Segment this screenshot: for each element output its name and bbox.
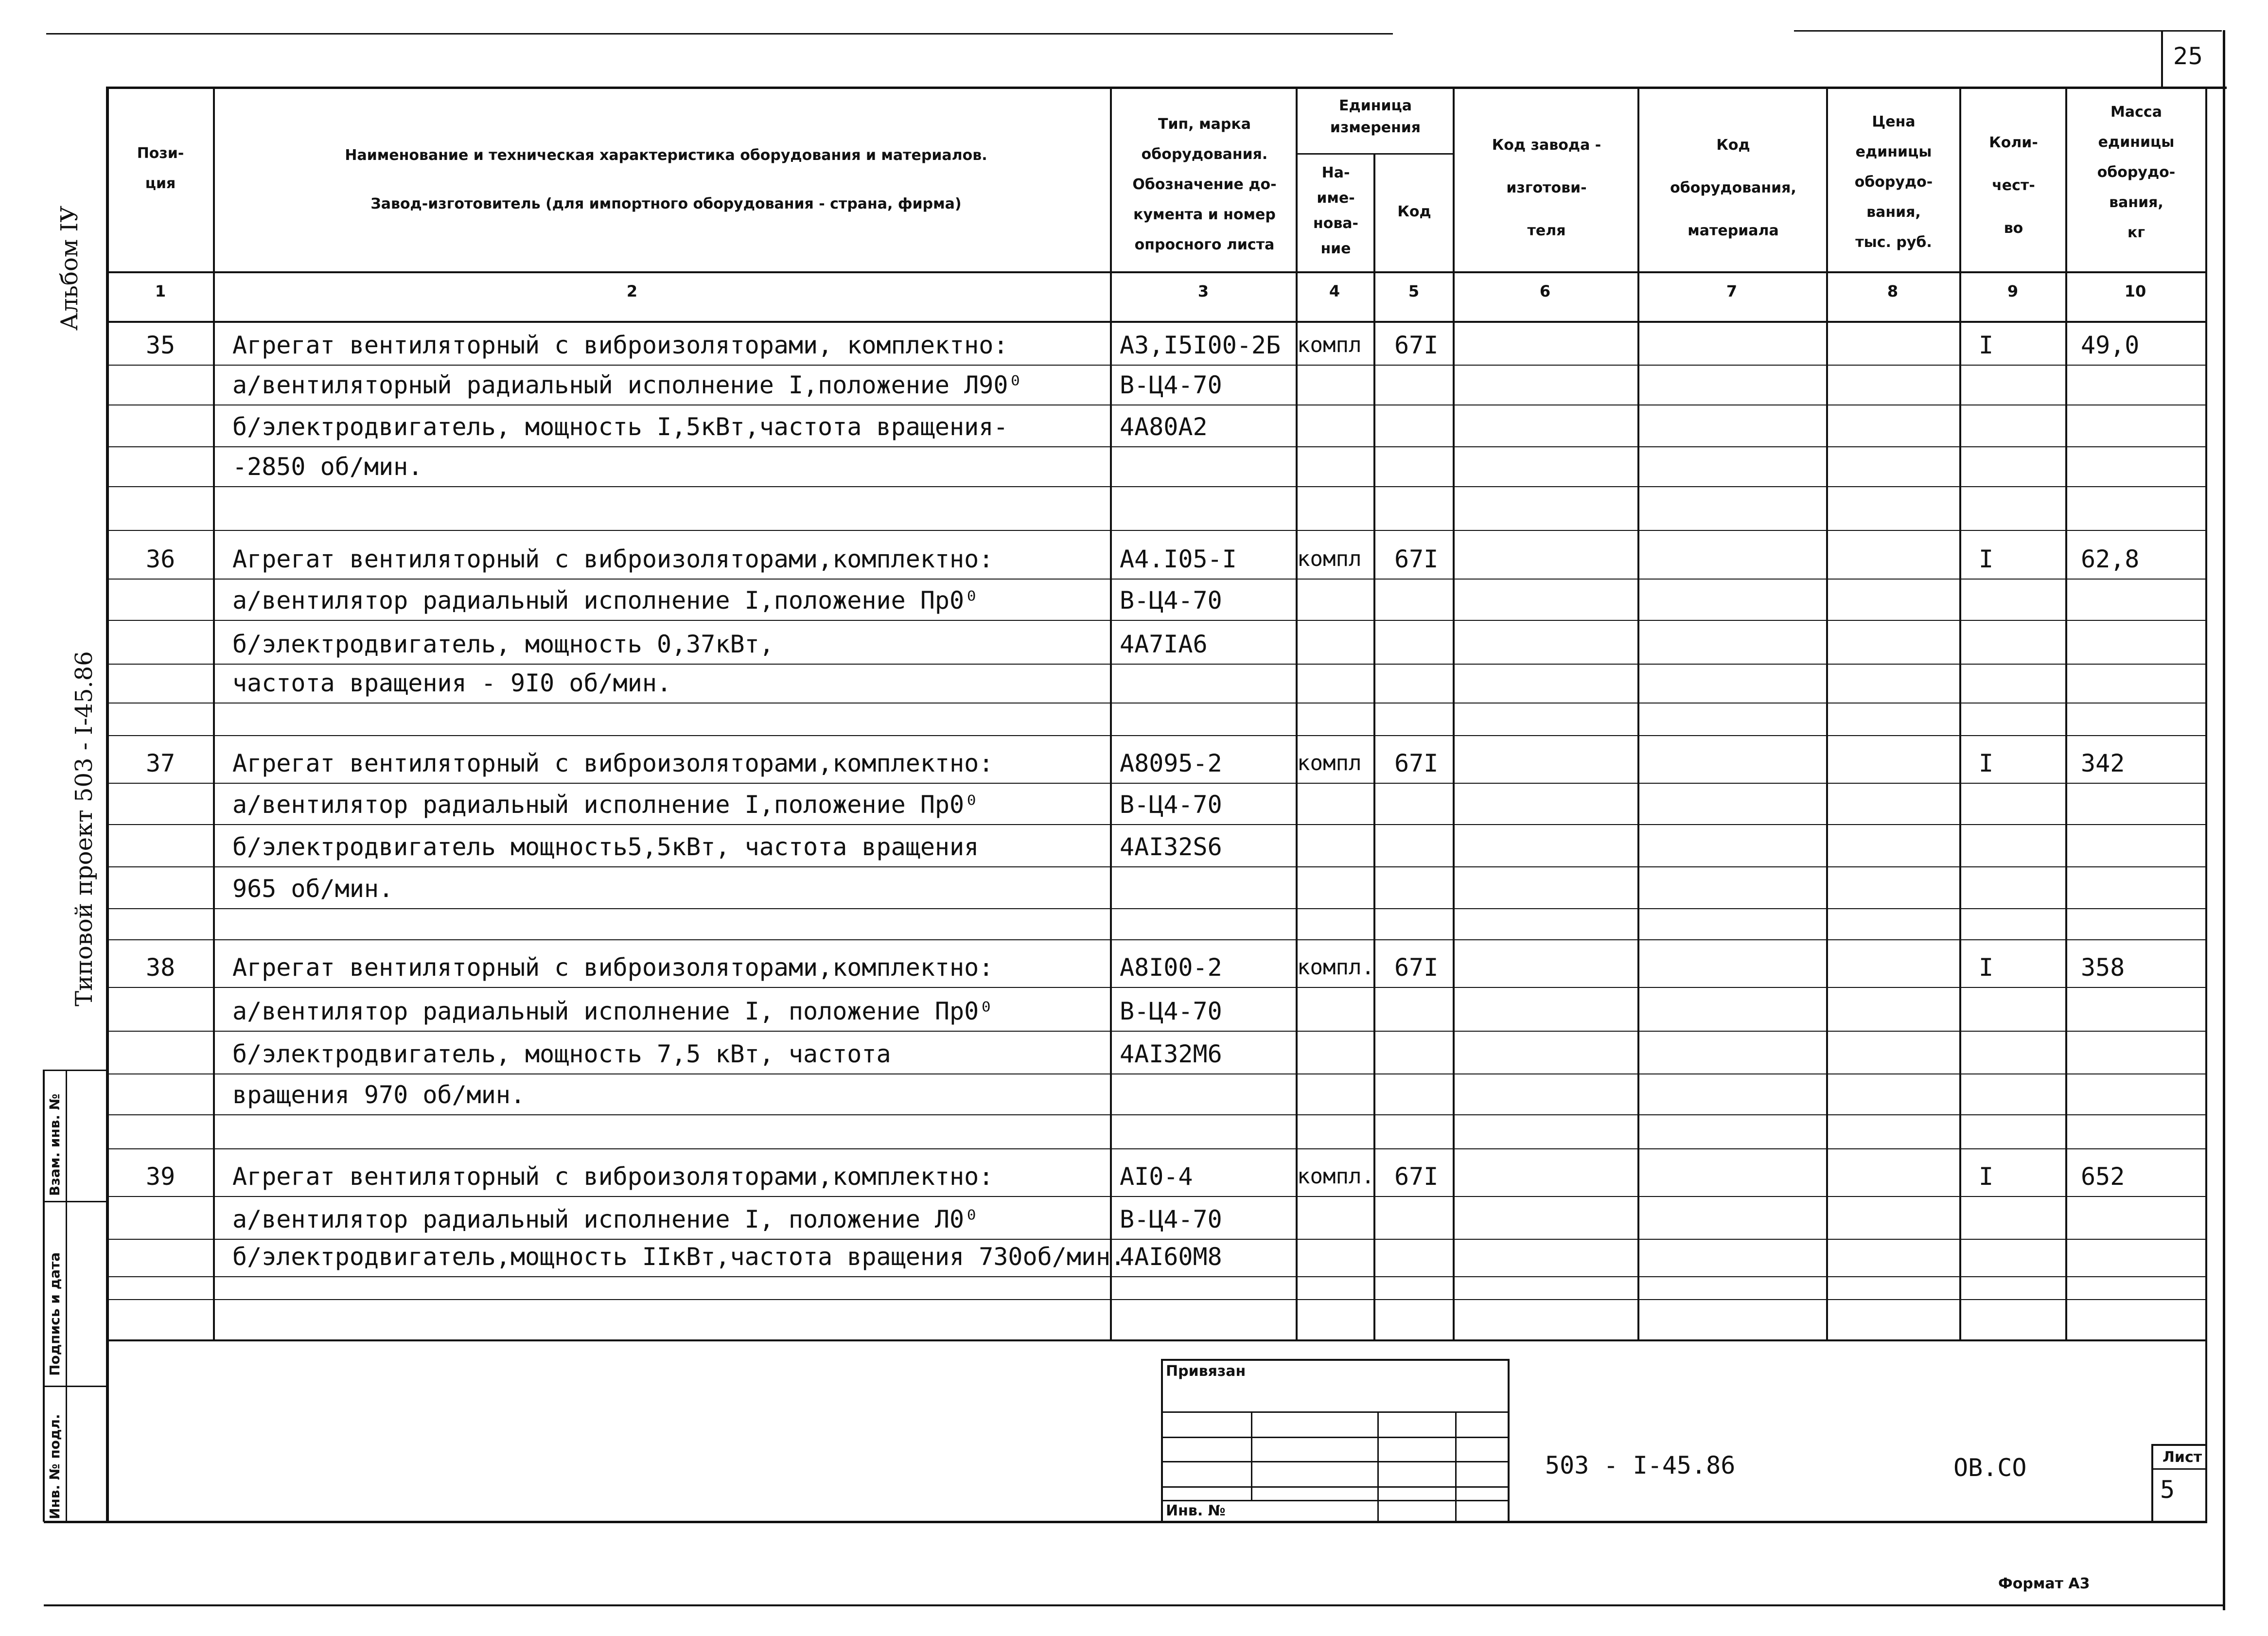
row-type: В-Ц4-70 [1120,1205,1222,1233]
row-name: а/вентилятор радиальный исполнение I, положение Пр0⁰ [232,997,994,1025]
row-name: а/вентилятор радиальный исполнение I,положение Пр0⁰ [232,791,979,819]
stamp-line-1 [43,1070,107,1071]
header-price: Цена единицы оборудо- вания, тыс. руб. [1854,113,1933,251]
colnum-3: 3 [1197,282,1209,300]
row-separator [107,1073,2207,1074]
row-name: вращения 970 об/мин. [232,1081,526,1109]
row-unit: компл [1297,333,1362,357]
row-separator [107,783,2207,784]
header-name: Наименование и техническая характеристика оборудования и материалов. Завод-изготовитель (для импортного оборудования - страна, фирма) [345,147,987,212]
row-name: 965 об/мин. [232,875,394,903]
header-unit: Единица измерения [1330,97,1421,136]
col-line-3 [1296,87,1298,1341]
row-mass: 652 [2081,1162,2125,1191]
row-type: 4А7IА6 [1120,630,1208,658]
row-type: АI0-4 [1120,1162,1193,1191]
row-mass: 49,0 [2081,331,2140,359]
stamp-field-inventory: Инв. № подл. [47,1414,63,1519]
side-album-label: Альбом IУ [56,205,83,331]
row-type: В-Ц4-70 [1120,371,1222,399]
row-name: а/вентилятор радиальный исполнение I, положение Л0⁰ [232,1205,979,1233]
group-separator [107,939,2207,940]
row-name: Агрегат вентиляторный с виброизоляторами,комплектно: [232,545,994,573]
row-type: А3,I5I00-2Б [1120,331,1281,359]
row-type: А8I00-2 [1120,953,1222,982]
group-separator [107,530,2207,531]
stamp-field-signature: Подпись и дата [47,1252,63,1376]
row-separator [107,620,2207,621]
row-name: -2850 об/мин. [232,453,423,481]
row-type: 4АI32М6 [1120,1040,1222,1068]
col-line-2 [1110,87,1112,1341]
colnum-2: 2 [626,282,638,300]
col-line-1 [213,87,215,1341]
row-unit: компл [1297,751,1362,775]
row-separator [107,1276,2207,1277]
row-name: Агрегат вентиляторный с виброизоляторами,комплектно: [232,1162,994,1191]
colnum-9: 9 [2007,282,2019,300]
row-name: б/электродвигатель мощность5,5кВт, частота вращения [232,833,979,861]
bottom-frame-line [44,1604,2225,1606]
bound-label: Привязан [1166,1363,1246,1380]
header-type: Тип, марка оборудования. Обозначение до- кумента и номер опросного листа [1132,116,1277,253]
row-name: б/электродвигатель, мощность I,5кВт,частота вращения- [232,413,1008,441]
row-separator [107,1196,2207,1197]
row-separator [107,908,2207,909]
right-table-line [2205,87,2207,1523]
header-plant-code: Код завода - изготови- теля [1492,137,1601,239]
row-separator [107,1031,2207,1032]
row-name: б/электродвигатель, мощность 0,37кВт, [232,630,774,658]
row-separator [107,824,2207,825]
row-type: 4АI32S6 [1120,833,1222,861]
right-frame-line [2223,30,2225,1610]
row-separator [107,1114,2207,1115]
row-separator [107,446,2207,447]
header-quantity: Коли- чест- во [1989,134,2038,237]
row-name: частота вращения - 9I0 об/мин. [232,669,672,697]
row-unit: компл. [1297,955,1374,980]
inventory-label: Инв. № [1166,1502,1226,1519]
left-table-line [106,87,109,1523]
row-position: 39 [146,1162,176,1191]
colnum-6: 6 [1539,282,1551,300]
col-line-5 [1453,87,1455,1341]
row-separator [107,866,2207,867]
top-sheet-number: 25 [2173,43,2203,70]
table-top-line [107,87,2227,89]
row-position: 36 [146,545,176,573]
row-unit-code: 67I [1394,331,1439,359]
row-type: А8095-2 [1120,749,1222,777]
row-unit-code: 67I [1394,1162,1439,1191]
colnum-4: 4 [1329,282,1340,300]
row-unit: компл [1297,546,1362,571]
col-line-8 [1959,87,1961,1341]
row-name: б/электродвигатель, мощность 7,5 кВт, частота [232,1040,891,1068]
header-bottom-line [107,271,2207,273]
top-border-line-right [1794,30,2222,32]
row-separator [107,579,2207,580]
row-type: В-Ц4-70 [1120,997,1222,1025]
row-separator [107,664,2207,665]
row-unit-code: 67I [1394,749,1439,777]
row-quantity: I [1979,953,1994,982]
group-separator [107,1299,2207,1300]
row-position: 35 [146,331,176,359]
row-type: В-Ц4-70 [1120,791,1222,819]
row-name: Агрегат вентиляторный с виброизоляторами,комплектно: [232,749,994,777]
header-position: Пози- ция [137,145,184,192]
row-mass: 342 [2081,749,2125,777]
row-mass: 358 [2081,953,2125,982]
top-border-line-left [46,33,1393,35]
sheet-number: 5 [2160,1476,2175,1504]
group-separator [107,1148,2207,1149]
sheet-label: Лист [2163,1449,2202,1466]
col-line-7 [1826,87,1828,1341]
stamp-line-2 [43,1201,107,1202]
row-separator [107,703,2207,704]
row-name: Агрегат вентиляторный с виброизоляторами, комплектно: [232,331,1008,359]
col-line-6 [1637,87,1639,1341]
colnum-7: 7 [1726,282,1738,300]
row-quantity: I [1979,331,1994,359]
row-separator [107,1239,2207,1240]
sheet-box-left [2161,30,2163,88]
stamp-strip-left [43,1070,45,1522]
colnum-1: 1 [155,282,166,300]
row-name: а/вентиляторный радиальный исполнение I,положение Л90⁰ [232,371,1023,399]
row-type: 4А80А2 [1120,413,1208,441]
colnum-5: 5 [1408,282,1420,300]
row-type: 4АI60М8 [1120,1243,1222,1271]
row-mass: 62,8 [2081,545,2140,573]
colnum-10: 10 [2124,282,2146,300]
row-unit-code: 67I [1394,545,1439,573]
stamp-line-3 [43,1386,107,1387]
stamp-strip-mid [66,1070,67,1522]
side-project-label: Типовой проект 503 - I-45.86 [70,651,98,1006]
row-separator [107,486,2207,487]
row-unit: компл. [1297,1164,1374,1189]
row-type: В-Ц4-70 [1120,586,1222,615]
row-type: А4.I05-I [1120,545,1237,573]
group-separator [107,735,2207,736]
header-unit-code: Код [1397,203,1431,220]
header-equipment-code: Код оборудования, материала [1670,137,1796,239]
row-position: 38 [146,953,176,982]
row-name: Агрегат вентиляторный с виброизоляторами,комплектно: [232,953,994,982]
section-code: ОВ.СО [1953,1454,2027,1482]
col-line-9 [2065,87,2067,1341]
unit-subheader-line [1296,153,1454,155]
row-separator [107,365,2207,366]
row-position: 37 [146,749,176,777]
stamp-field-replacement: Взам. инв. № [47,1093,63,1196]
row-quantity: I [1979,1162,1994,1191]
colnum-8: 8 [1887,282,1899,300]
row-name: а/вентилятор радиальный исполнение I,положение Пр0⁰ [232,586,979,615]
table-body-bottom-line [107,1339,2207,1341]
row-separator [107,987,2207,988]
header-mass: Масса единицы оборудо- вания, кг [2097,104,2176,241]
row-name: б/электродвигатель,мощность IIкВт,частота вращения 730об/мин. [232,1243,1125,1271]
header-unit-name: На- име- нова- ние [1313,164,1359,257]
format-label: Формат А3 [1998,1575,2090,1592]
row-quantity: I [1979,749,1994,777]
title-block [1161,1359,2206,1523]
row-quantity: I [1979,545,1994,573]
colnum-bottom-line [107,321,2207,323]
document-code: 503 - I-45.86 [1545,1451,1736,1479]
row-unit-code: 67I [1394,953,1439,982]
